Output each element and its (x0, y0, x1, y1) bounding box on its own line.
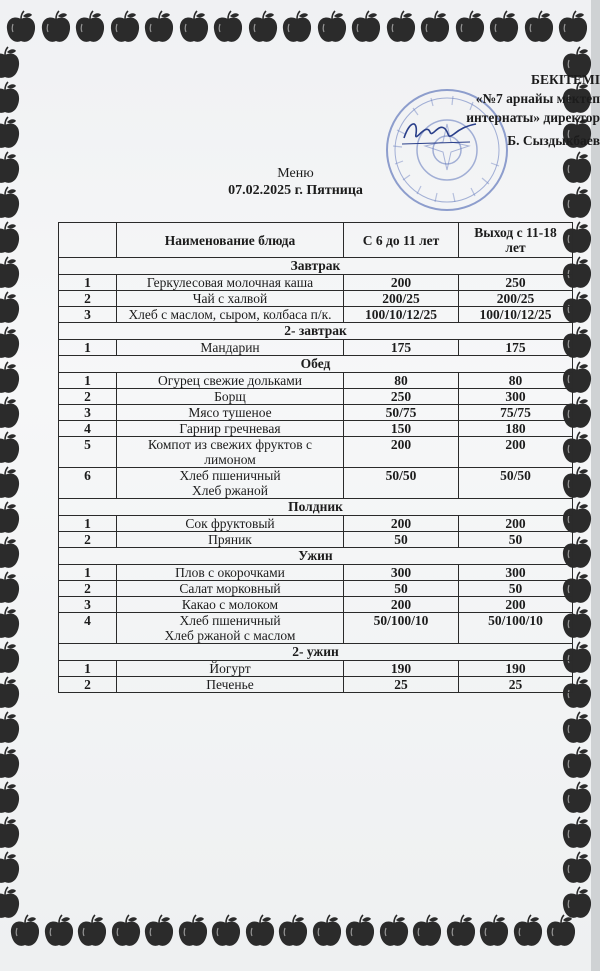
portion-11-18: 200 (459, 437, 573, 468)
table-row (59, 597, 573, 613)
portion-6-11: 80 (344, 373, 459, 389)
portion-6-11: 100/10/12/25 (344, 307, 459, 323)
portion-11-18: 200 (459, 516, 573, 532)
table-row (59, 405, 573, 421)
portion-6-11: 200/25 (344, 291, 459, 307)
header-num (59, 223, 117, 258)
approval-block (440, 70, 600, 150)
apple-icon (560, 816, 594, 852)
dish-name: Печенье (117, 677, 344, 693)
apple-icon (176, 914, 210, 950)
apple-icon (560, 711, 594, 747)
apple-icon (487, 10, 521, 46)
table-row (59, 677, 573, 693)
dish-name: Мясо тушеное (117, 405, 344, 421)
dish-name-line: Хлеб ржаной с маслом (164, 628, 296, 643)
dish-name: Какао с молоком (117, 597, 344, 613)
dish-name: Огурец свежие дольками (117, 373, 344, 389)
portion-11-18: 180 (459, 421, 573, 437)
dish-name: Пряник (117, 532, 344, 548)
apple-icon (310, 914, 344, 950)
apple-icon (108, 10, 142, 46)
meal-section-title: Полдник (59, 499, 573, 516)
header-age-6-11: С 6 до 11 лет (344, 223, 459, 258)
apple-icon (0, 851, 22, 887)
portion-11-18: 80 (459, 373, 573, 389)
header-age-11-18: Выход с 11-18 лет (459, 223, 573, 258)
apple-icon (511, 914, 545, 950)
portion-11-18: 200 (459, 597, 573, 613)
apple-icon (0, 641, 22, 677)
dish-name (117, 613, 344, 644)
apple-icon (377, 914, 411, 950)
portion-11-18: 175 (459, 340, 573, 356)
apple-icon (0, 256, 22, 292)
table-row (59, 389, 573, 405)
apple-icon (0, 291, 22, 327)
apple-icon (343, 914, 377, 950)
apple-icon (0, 326, 22, 362)
dish-number: 2 (59, 581, 117, 597)
apple-icon (0, 501, 22, 537)
apple-icon (418, 10, 452, 46)
apple-icon (384, 10, 418, 46)
dish-number: 4 (59, 613, 117, 644)
dish-number: 2 (59, 677, 117, 693)
dish-number: 5 (59, 437, 117, 468)
portion-11-18: 250 (459, 275, 573, 291)
dish-number: 1 (59, 340, 117, 356)
apple-icon (0, 571, 22, 607)
portion-11-18: 300 (459, 389, 573, 405)
apple-icon (0, 606, 22, 642)
table-row (59, 581, 573, 597)
apple-icon (477, 914, 511, 950)
table-row (59, 532, 573, 548)
dish-number: 2 (59, 389, 117, 405)
table-row (59, 468, 573, 499)
dish-name: Геркулесовая молочная каша (117, 275, 344, 291)
apple-icon (0, 466, 22, 502)
apple-icon (75, 914, 109, 950)
portion-6-11: 50/100/10 (344, 613, 459, 644)
apple-icon (0, 536, 22, 572)
table-row (59, 307, 573, 323)
menu-heading: Меню (277, 166, 314, 181)
apple-icon (0, 81, 22, 117)
apple-icon (0, 676, 22, 712)
menu-table (58, 222, 573, 693)
apple-icon (0, 221, 22, 257)
apple-icon (0, 46, 22, 82)
apple-icon (209, 914, 243, 950)
apple-icon (349, 10, 383, 46)
meal-section-row (59, 644, 573, 661)
apple-icon (42, 914, 76, 950)
dish-number: 4 (59, 421, 117, 437)
apple-icon (453, 10, 487, 46)
apple-icon (142, 914, 176, 950)
apple-icon (560, 886, 594, 922)
dish-number: 2 (59, 532, 117, 548)
portion-6-11: 250 (344, 389, 459, 405)
apple-border-top (0, 6, 591, 52)
apple-border-bottom (0, 900, 591, 960)
apple-icon (560, 781, 594, 817)
portion-11-18: 50 (459, 532, 573, 548)
portion-11-18: 75/75 (459, 405, 573, 421)
portion-11-18: 50/100/10 (459, 613, 573, 644)
portion-6-11: 200 (344, 275, 459, 291)
apple-icon (246, 10, 280, 46)
meal-section-row (59, 258, 573, 275)
dish-name: Салат морковный (117, 581, 344, 597)
dish-number: 1 (59, 373, 117, 389)
apple-icon (177, 10, 211, 46)
portion-11-18: 50 (459, 581, 573, 597)
apple-icon (0, 711, 22, 747)
dish-name: Йогурт (117, 661, 344, 677)
apple-icon (243, 914, 277, 950)
apple-icon (444, 914, 478, 950)
apple-icon (142, 10, 176, 46)
table-row (59, 437, 573, 468)
portion-6-11: 200 (344, 437, 459, 468)
portion-6-11: 150 (344, 421, 459, 437)
dish-number: 1 (59, 565, 117, 581)
portion-11-18: 190 (459, 661, 573, 677)
portion-11-18: 100/10/12/25 (459, 307, 573, 323)
portion-6-11: 50/50 (344, 468, 459, 499)
table-row (59, 275, 573, 291)
approval-position: интернаты» директор (466, 110, 600, 125)
menu-date: 07.02.2025 г. Пятница (228, 183, 363, 198)
dish-name-line: Хлеб ржаной (192, 483, 268, 498)
menu-table-body (59, 258, 573, 693)
menu-title-block (0, 165, 591, 199)
dish-name: Компот из свежих фруктов с лимоном (117, 437, 344, 468)
table-row (59, 373, 573, 389)
dish-number: 1 (59, 275, 117, 291)
portion-11-18: 25 (459, 677, 573, 693)
dish-number: 3 (59, 597, 117, 613)
table-row (59, 613, 573, 644)
portion-6-11: 175 (344, 340, 459, 356)
portion-6-11: 50 (344, 581, 459, 597)
apple-icon (560, 746, 594, 782)
dish-name: Хлеб с маслом, сыром, колбаса п/к. (117, 307, 344, 323)
dish-name: Борщ (117, 389, 344, 405)
portion-6-11: 50 (344, 532, 459, 548)
table-row (59, 340, 573, 356)
approval-title: БЕКІТЕМІ (531, 72, 600, 87)
table-row (59, 661, 573, 677)
meal-section-row (59, 499, 573, 516)
header-dish: Наименование блюда (117, 223, 344, 258)
dish-number: 3 (59, 405, 117, 421)
apple-icon (211, 10, 245, 46)
meal-section-title: 2- ужин (59, 644, 573, 661)
portion-6-11: 200 (344, 516, 459, 532)
table-row (59, 291, 573, 307)
dish-number: 1 (59, 661, 117, 677)
apple-icon (0, 886, 22, 922)
portion-11-18: 300 (459, 565, 573, 581)
approval-school: «№7 арнайы мектеп (475, 91, 600, 106)
dish-name-line: Хлеб пшеничный (179, 613, 281, 628)
apple-icon (0, 361, 22, 397)
apple-icon (109, 914, 143, 950)
meal-section-title: Ужин (59, 548, 573, 565)
dish-number: 3 (59, 307, 117, 323)
meal-section-row (59, 323, 573, 340)
apple-icon (522, 10, 556, 46)
apple-icon (280, 10, 314, 46)
portion-6-11: 200 (344, 597, 459, 613)
apple-icon (0, 431, 22, 467)
table-header-row (59, 223, 573, 258)
apple-icon (0, 396, 22, 432)
portion-6-11: 190 (344, 661, 459, 677)
meal-section-row (59, 548, 573, 565)
apple-icon (39, 10, 73, 46)
dish-number: 2 (59, 291, 117, 307)
apple-icon (276, 914, 310, 950)
apple-icon (0, 816, 22, 852)
portion-11-18: 200/25 (459, 291, 573, 307)
meal-section-title: Завтрак (59, 258, 573, 275)
table-row (59, 565, 573, 581)
apple-icon (315, 10, 349, 46)
dish-name: Мандарин (117, 340, 344, 356)
portion-11-18: 50/50 (459, 468, 573, 499)
dish-name: Гарнир гречневая (117, 421, 344, 437)
apple-icon (73, 10, 107, 46)
dish-name: Чай с халвой (117, 291, 344, 307)
dish-name-line: Хлеб пшеничный (179, 468, 281, 483)
dish-number: 6 (59, 468, 117, 499)
portion-6-11: 25 (344, 677, 459, 693)
dish-name: Сок фруктовый (117, 516, 344, 532)
portion-6-11: 300 (344, 565, 459, 581)
apple-icon (0, 116, 22, 152)
meal-section-title: 2- завтрак (59, 323, 573, 340)
apple-icon (560, 851, 594, 887)
dish-name: Плов с окорочками (117, 565, 344, 581)
apple-icon (0, 781, 22, 817)
meal-section-row (59, 356, 573, 373)
table-row (59, 421, 573, 437)
dish-name (117, 468, 344, 499)
table-row (59, 516, 573, 532)
apple-icon (410, 914, 444, 950)
approval-director-name: Б. Сыздыкбаев (507, 133, 600, 148)
dish-number: 1 (59, 516, 117, 532)
meal-section-title: Обед (59, 356, 573, 373)
portion-6-11: 50/75 (344, 405, 459, 421)
apple-icon (0, 746, 22, 782)
